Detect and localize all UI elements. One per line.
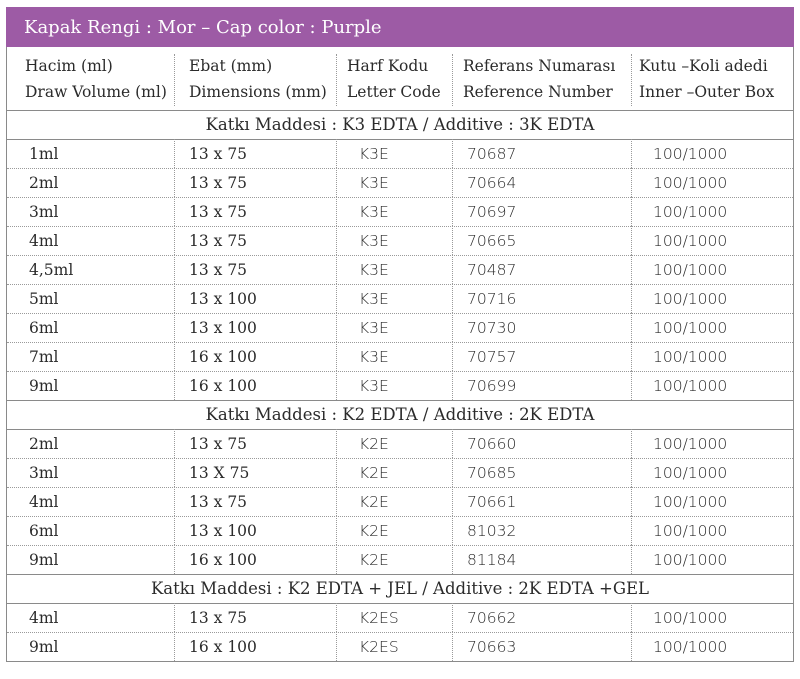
- volume-cell: 4,5ml: [29, 260, 74, 279]
- dimensions-cell: 13 X 75: [189, 463, 250, 482]
- column-divider: [174, 458, 175, 487]
- letter-code-cell: K2E: [359, 550, 389, 569]
- dimensions-cell: 13 x 100: [189, 289, 257, 308]
- table-row: [7, 342, 793, 371]
- volume-cell: 9ml: [29, 550, 59, 569]
- table-row: [7, 371, 793, 400]
- letter-code-cell: K3E: [359, 173, 389, 192]
- column-divider: [336, 429, 337, 458]
- column-divider: [631, 545, 632, 574]
- table-row: [7, 284, 793, 313]
- box-quantity-cell: 100/1000: [653, 173, 728, 192]
- box-quantity-cell: 100/1000: [653, 434, 728, 453]
- column-divider: [336, 226, 337, 255]
- table-row: [7, 487, 793, 516]
- column-divider: [336, 284, 337, 313]
- section-title: Katkı Maddesi : K2 EDTA / Additive : 2K EDTA: [205, 405, 595, 424]
- box-quantity-cell: 100/1000: [653, 144, 728, 163]
- column-divider: [174, 487, 175, 516]
- letter-code-cell: K3E: [359, 231, 389, 250]
- column-divider: [336, 458, 337, 487]
- table-row: [7, 603, 793, 632]
- dimensions-cell: 13 x 75: [189, 608, 248, 627]
- header-label-en: Dimensions (mm): [189, 82, 327, 101]
- column-divider: [452, 487, 453, 516]
- reference-number-cell: 70687: [467, 144, 517, 163]
- letter-code-cell: K3E: [359, 376, 389, 395]
- box-quantity-cell: 100/1000: [653, 347, 728, 366]
- reference-number-cell: 70699: [467, 376, 517, 395]
- column-divider: [452, 632, 453, 661]
- dimensions-cell: 13 x 75: [189, 173, 248, 192]
- table-row: [7, 255, 793, 284]
- column-divider: [452, 371, 453, 400]
- header-label-tr: Ebat (mm): [189, 56, 273, 75]
- dimensions-cell: 16 x 100: [189, 637, 257, 656]
- column-divider: [452, 603, 453, 632]
- volume-cell: 3ml: [29, 202, 59, 221]
- column-divider: [336, 313, 337, 342]
- column-divider: [336, 255, 337, 284]
- box-quantity-cell: 100/1000: [653, 608, 728, 627]
- column-divider: [452, 226, 453, 255]
- column-divider: [631, 342, 632, 371]
- box-quantity-cell: 100/1000: [653, 231, 728, 250]
- box-quantity-cell: 100/1000: [653, 318, 728, 337]
- column-divider: [631, 487, 632, 516]
- column-divider: [174, 429, 175, 458]
- reference-number-cell: 70664: [467, 173, 517, 192]
- table-row: [7, 226, 793, 255]
- column-divider: [336, 487, 337, 516]
- reference-number-cell: 70697: [467, 202, 517, 221]
- column-divider: [631, 371, 632, 400]
- box-quantity-cell: 100/1000: [653, 202, 728, 221]
- column-divider: [631, 255, 632, 284]
- volume-cell: 5ml: [29, 289, 59, 308]
- reference-number-cell: 70716: [467, 289, 517, 308]
- reference-number-cell: 70685: [467, 463, 517, 482]
- column-divider: [336, 632, 337, 661]
- column-divider: [174, 54, 175, 106]
- column-divider: [336, 516, 337, 545]
- reference-number-cell: 70663: [467, 637, 517, 656]
- header-label-en: Reference Number: [463, 82, 613, 101]
- column-divider: [631, 197, 632, 226]
- column-divider: [174, 168, 175, 197]
- column-divider: [452, 197, 453, 226]
- letter-code-cell: K3E: [359, 289, 389, 308]
- header-label-en: Letter Code: [347, 82, 441, 101]
- letter-code-cell: K3E: [359, 144, 389, 163]
- column-divider: [452, 545, 453, 574]
- dimensions-cell: 13 x 75: [189, 260, 248, 279]
- section-title: Katkı Maddesi : K2 EDTA + JEL / Additive : 2K EDTA +GEL: [150, 579, 650, 598]
- header-cell: [452, 47, 631, 110]
- header-label-tr: Kutu –Koli adedi: [639, 56, 768, 75]
- column-divider: [631, 632, 632, 661]
- column-divider: [174, 371, 175, 400]
- column-divider: [452, 168, 453, 197]
- volume-cell: 2ml: [29, 434, 59, 453]
- box-quantity-cell: 100/1000: [653, 492, 728, 511]
- box-quantity-cell: 100/1000: [653, 521, 728, 540]
- table-row: [7, 516, 793, 545]
- column-divider: [631, 226, 632, 255]
- column-divider: [452, 429, 453, 458]
- table-row: [7, 632, 793, 661]
- reference-number-cell: 70757: [467, 347, 517, 366]
- table-row: [7, 458, 793, 487]
- column-divider: [452, 516, 453, 545]
- box-quantity-cell: 100/1000: [653, 260, 728, 279]
- dimensions-cell: 13 x 100: [189, 318, 257, 337]
- volume-cell: 4ml: [29, 492, 59, 511]
- volume-cell: 6ml: [29, 521, 59, 540]
- header-cell: [7, 47, 174, 110]
- volume-cell: 7ml: [29, 347, 59, 366]
- letter-code-cell: K2ES: [359, 637, 399, 656]
- column-divider: [631, 54, 632, 106]
- column-divider: [174, 342, 175, 371]
- dimensions-cell: 16 x 100: [189, 347, 257, 366]
- letter-code-cell: K2E: [359, 492, 389, 511]
- column-divider: [336, 342, 337, 371]
- column-divider: [174, 632, 175, 661]
- volume-cell: 4ml: [29, 608, 59, 627]
- dimensions-cell: 13 x 100: [189, 521, 257, 540]
- column-divider: [631, 516, 632, 545]
- column-divider: [336, 603, 337, 632]
- header-label-tr: Referans Numarası: [463, 56, 616, 75]
- letter-code-cell: K3E: [359, 260, 389, 279]
- box-quantity-cell: 100/1000: [653, 637, 728, 656]
- dimensions-cell: 13 x 75: [189, 202, 248, 221]
- column-divider: [174, 545, 175, 574]
- column-divider: [452, 284, 453, 313]
- table-header-row: [7, 47, 793, 110]
- box-quantity-cell: 100/1000: [653, 289, 728, 308]
- box-quantity-cell: 100/1000: [653, 550, 728, 569]
- dimensions-cell: 16 x 100: [189, 550, 257, 569]
- header-label-en: Inner –Outer Box: [639, 82, 775, 101]
- column-divider: [174, 197, 175, 226]
- column-divider: [174, 603, 175, 632]
- letter-code-cell: K2E: [359, 434, 389, 453]
- letter-code-cell: K2E: [359, 521, 389, 540]
- column-divider: [336, 197, 337, 226]
- column-divider: [174, 139, 175, 168]
- header-label-en: Draw Volume (ml): [25, 82, 167, 101]
- column-divider: [336, 371, 337, 400]
- table-row: [7, 313, 793, 342]
- volume-cell: 4ml: [29, 231, 59, 250]
- letter-code-cell: K3E: [359, 202, 389, 221]
- dimensions-cell: 13 x 75: [189, 144, 248, 163]
- header-cell: [174, 47, 336, 110]
- reference-number-cell: 70661: [467, 492, 517, 511]
- header-label-tr: Harf Kodu: [347, 56, 429, 75]
- box-quantity-cell: 100/1000: [653, 376, 728, 395]
- reference-number-cell: 70662: [467, 608, 517, 627]
- header-cell: [631, 47, 793, 110]
- column-divider: [631, 139, 632, 168]
- column-divider: [336, 139, 337, 168]
- column-divider: [174, 313, 175, 342]
- letter-code-cell: K3E: [359, 347, 389, 366]
- dimensions-cell: 13 x 75: [189, 434, 248, 453]
- column-divider: [336, 545, 337, 574]
- volume-cell: 1ml: [29, 144, 59, 163]
- column-divider: [174, 226, 175, 255]
- reference-number-cell: 70660: [467, 434, 517, 453]
- column-divider: [452, 313, 453, 342]
- column-divider: [631, 313, 632, 342]
- dimensions-cell: 13 x 75: [189, 231, 248, 250]
- column-divider: [631, 603, 632, 632]
- page-title: Kapak Rengi : Mor – Cap color : Purple: [6, 7, 794, 47]
- header-label-tr: Hacim (ml): [25, 56, 113, 75]
- column-divider: [174, 516, 175, 545]
- header-cell: [336, 47, 452, 110]
- column-divider: [631, 458, 632, 487]
- table-row: [7, 168, 793, 197]
- volume-cell: 9ml: [29, 637, 59, 656]
- table-row: [7, 139, 793, 168]
- reference-number-cell: 81184: [467, 550, 517, 569]
- reference-number-cell: 70730: [467, 318, 517, 337]
- column-divider: [631, 429, 632, 458]
- dimensions-cell: 13 x 75: [189, 492, 248, 511]
- volume-cell: 9ml: [29, 376, 59, 395]
- column-divider: [174, 255, 175, 284]
- table-row: [7, 545, 793, 574]
- table-row: [7, 429, 793, 458]
- dimensions-cell: 16 x 100: [189, 376, 257, 395]
- volume-cell: 2ml: [29, 173, 59, 192]
- column-divider: [174, 284, 175, 313]
- column-divider: [336, 168, 337, 197]
- volume-cell: 3ml: [29, 463, 59, 482]
- column-divider: [452, 139, 453, 168]
- letter-code-cell: K2E: [359, 463, 389, 482]
- reference-number-cell: 70665: [467, 231, 517, 250]
- reference-number-cell: 70487: [467, 260, 517, 279]
- column-divider: [631, 284, 632, 313]
- letter-code-cell: K2ES: [359, 608, 399, 627]
- table-bottom-border: [7, 661, 793, 662]
- column-divider: [452, 342, 453, 371]
- column-divider: [452, 458, 453, 487]
- box-quantity-cell: 100/1000: [653, 463, 728, 482]
- reference-number-cell: 81032: [467, 521, 517, 540]
- column-divider: [452, 54, 453, 106]
- section-title: Katkı Maddesi : K3 EDTA / Additive : 3K EDTA: [205, 115, 595, 134]
- column-divider: [631, 168, 632, 197]
- column-divider: [452, 255, 453, 284]
- column-divider: [336, 54, 337, 106]
- table-row: [7, 197, 793, 226]
- volume-cell: 6ml: [29, 318, 59, 337]
- product-table: [6, 47, 794, 662]
- letter-code-cell: K3E: [359, 318, 389, 337]
